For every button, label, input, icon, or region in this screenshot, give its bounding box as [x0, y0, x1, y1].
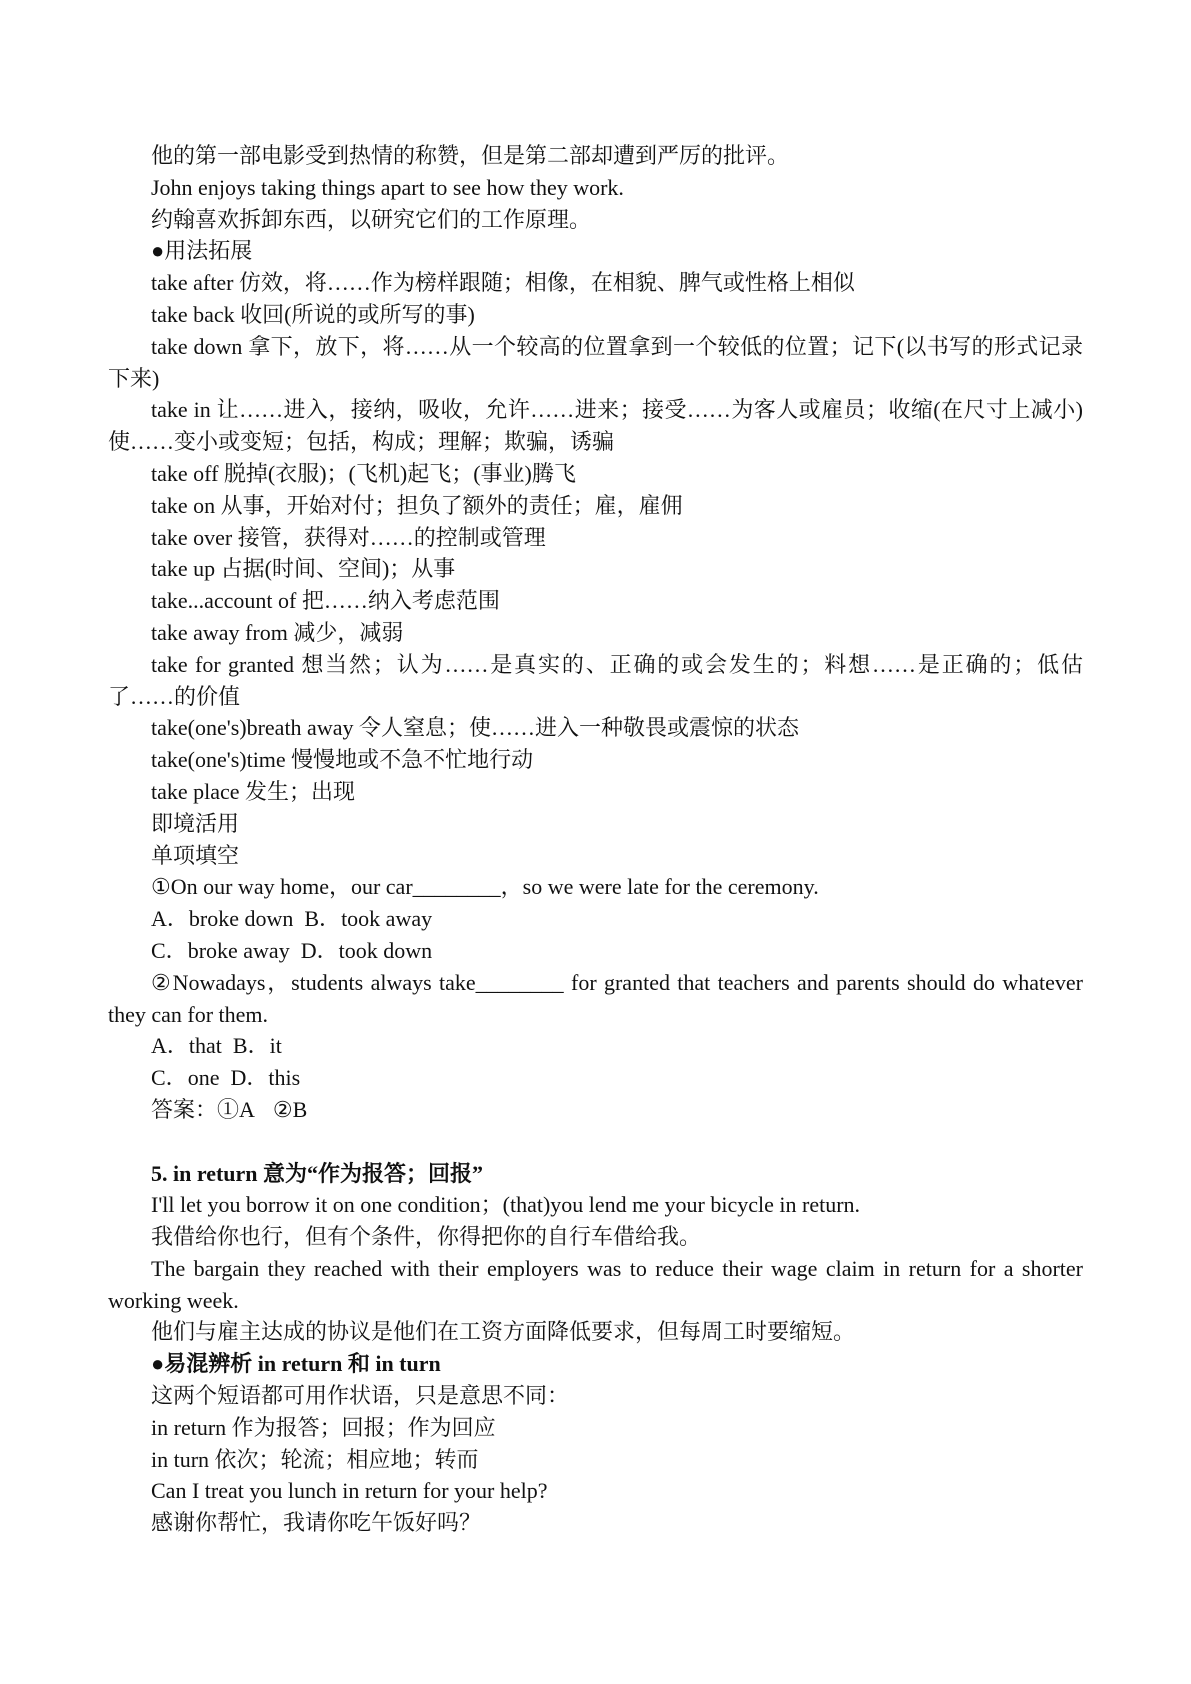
option-text: this — [268, 1065, 301, 1091]
section-heading-in-return: 5. in return 意为“作为报答；回报” — [151, 1160, 484, 1186]
section-heading-usage: ●用法拓展 — [151, 238, 253, 264]
paragraph: John enjoys taking things apart to see how they work. — [151, 174, 624, 200]
question-1-options-ab — [108, 903, 1083, 935]
document-body — [108, 140, 1083, 1539]
option-label: D． — [300, 937, 339, 963]
question-2-options-ab — [108, 1030, 1083, 1062]
option-label: D． — [230, 1065, 269, 1091]
phrase-entry: take on 从事，开始对付；担负了额外的责任；雇，雇佣 — [151, 492, 683, 518]
option-label: A． — [151, 1033, 189, 1059]
phrase-entry: take over 接管，获得对……的控制或管理 — [151, 524, 546, 550]
paragraph: 我借给你也行，但有个条件，你得把你的自行车借给我。 — [151, 1224, 702, 1250]
paragraph: 他的第一部电影受到热情的称赞，但是第二部却遭到严厉的批评。 — [151, 143, 790, 168]
phrase-entry: take away from 减少，减弱 — [151, 619, 404, 645]
paragraph: I'll let you borrow it on one condition；(that)you lend me your bicycle in return. — [151, 1192, 861, 1218]
question-2-options-cd — [108, 1062, 1083, 1094]
option-text: broke down — [188, 906, 294, 932]
paragraph: in turn 依次；轮流；相应地；转而 — [151, 1446, 479, 1472]
paragraph: The bargain they reached with their employers was to reduce their wage claim in return for a shorter working week. — [108, 1255, 1083, 1313]
exercise-type: 单项填空 — [151, 842, 240, 868]
paragraph: in return 作为报答；回报；作为回应 — [151, 1414, 496, 1440]
phrase-entry: take for granted 想当然；认为……是真实的、正确的或会发生的；料想……是正确的；低估了……的价值 — [108, 651, 1083, 709]
phrase-entry: take(one's)breath away 令人窒息；使……进入一种敬畏或震惊的状态 — [151, 715, 799, 741]
phrase-entry: take after 仿效，将……作为榜样跟随；相像，在相貌、脾气或性格上相似 — [151, 270, 855, 296]
paragraph: 感谢你帮忙，我请你吃午饭好吗？ — [151, 1510, 482, 1536]
option-label: B． — [304, 906, 342, 932]
phrase-entry: take down 拿下，放下，将……从一个较高的位置拿到一个较低的位置；记下(以书写的形式记录下来) — [108, 333, 1083, 391]
option-text: broke away — [187, 937, 290, 963]
question-1-options-cd — [108, 935, 1083, 967]
option-text: it — [269, 1033, 282, 1059]
option-text: one — [187, 1065, 220, 1091]
answer-label: 答案： — [151, 1096, 218, 1122]
phrase-entry: take off 脱掉(衣服)；(飞机)起飞；(事业)腾飞 — [151, 460, 576, 486]
option-text: took away — [341, 906, 433, 932]
phrase-entry: take place 发生；出现 — [151, 778, 356, 804]
phrase-entry: take back 收回(所说的或所写的事) — [151, 301, 475, 327]
exercise-heading: 即境活用 — [151, 810, 240, 836]
option-label: A． — [151, 906, 189, 932]
answer-line — [108, 1094, 1083, 1126]
paragraph: 约翰喜欢拆卸东西，以研究它们的工作原理。 — [151, 206, 592, 232]
option-text: that — [188, 1033, 222, 1059]
phrase-entry: take...account of 把……纳入考虑范围 — [151, 588, 500, 614]
blank-line — [108, 1126, 1083, 1158]
answer-first: ①A — [217, 1096, 255, 1122]
phrase-entry: take(one's)time 慢慢地或不急不忙地行动 — [151, 747, 534, 773]
paragraph: Can I treat you lunch in return for your help? — [151, 1478, 548, 1504]
option-label: C． — [151, 1065, 188, 1091]
paragraph: 他们与雇主达成的协议是他们在工资方面降低要求，但每周工时要缩短。 — [151, 1319, 856, 1345]
question-1: ①On our way home，our car________，so we were late for the ceremony. — [151, 874, 819, 900]
paragraph: 这两个短语都可用作状语，只是意思不同： — [151, 1383, 570, 1409]
option-label: B． — [232, 1033, 270, 1059]
answer-second: ②B — [272, 1096, 308, 1122]
section-heading-comparison: ●易混辨析 in return 和 in turn — [151, 1351, 441, 1377]
phrase-entry: take in 让……进入，接纳，吸收，允许……进来；接受……为客人或雇员；收缩(在尺寸上减小)使……变小或变短；包括，构成；理解；欺骗，诱骗 — [108, 397, 1083, 455]
phrase-entry: take up 占据(时间、空间)；从事 — [151, 556, 456, 582]
option-text: took down — [338, 937, 433, 963]
option-label: C． — [151, 937, 188, 963]
question-2: ②Nowadays，students always take________ for granted that teachers and parents should do whatever they can for them. — [108, 969, 1083, 1027]
